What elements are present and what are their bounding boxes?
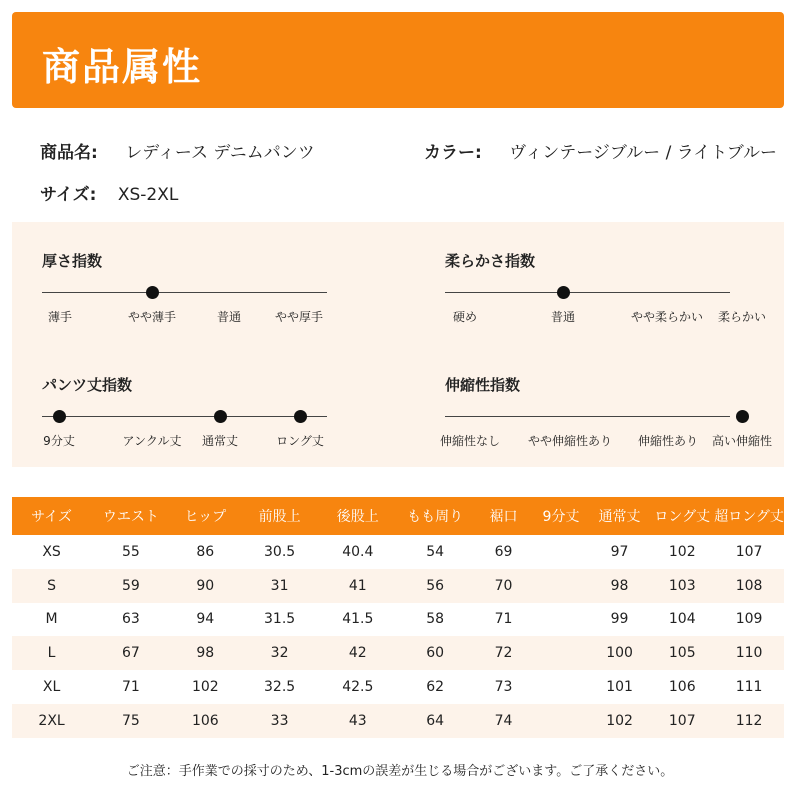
table-cell (533, 636, 589, 670)
product-name-row (40, 138, 315, 163)
table-cell: 31.5 (264, 611, 296, 628)
table-cell: 101 (606, 679, 633, 696)
table-cell: 98 (589, 569, 651, 603)
table-cell: 55 (121, 543, 140, 560)
table-cell (533, 569, 589, 603)
table-cell: 2XL (12, 704, 91, 738)
table-cell: 100 (589, 636, 651, 670)
table-cell: 104 (668, 611, 696, 628)
size-row (40, 180, 178, 205)
table-cell: 40.4 (342, 543, 374, 560)
table-cell: 71 (494, 611, 513, 628)
index-scale-label: 通常丈 (201, 434, 239, 448)
table-cell: 64 (396, 704, 474, 738)
table-cell: 42 (319, 636, 396, 670)
product-name-value: レディース デニムパンツ (125, 143, 315, 163)
index-marker-dot (736, 410, 749, 423)
table-cell: 102 (191, 679, 219, 696)
table-cell: 90 (171, 569, 240, 603)
index-marker-dot (146, 286, 159, 299)
table-cell: 72 (474, 636, 533, 670)
table-cell: 70 (474, 569, 533, 603)
table-cell: 99 (610, 611, 629, 628)
header-banner (12, 12, 784, 108)
table-cell: 62 (426, 679, 445, 696)
table-header-cell: 裾口 (474, 497, 533, 535)
index-scale-label: 9分丈 (43, 434, 75, 448)
index-scale-label: 普通 (550, 310, 576, 324)
table-cell: 75 (91, 704, 170, 738)
color-row (424, 138, 777, 163)
table-cell: 71 (121, 679, 140, 696)
index-scale-label: 伸縮性なし (439, 434, 501, 448)
table-cell: 42.5 (342, 679, 374, 696)
table-cell: 73 (494, 679, 513, 696)
table-cell: 107 (735, 543, 763, 560)
table-cell: 102 (668, 543, 696, 560)
table-cell: 30.5 (264, 543, 296, 560)
table-row (12, 636, 784, 670)
color-label: カラー: (424, 143, 482, 163)
table-cell: 105 (650, 636, 714, 670)
index-scale-label: 柔らかい (717, 310, 767, 324)
table-cell: 63 (121, 611, 140, 628)
table-cell: 33 (240, 704, 319, 738)
table-cell: 59 (91, 569, 170, 603)
index-scale-label: やや伸縮性あり (527, 434, 613, 448)
index-title: パンツ丈指数 (42, 376, 133, 394)
table-cell (533, 670, 589, 704)
index-marker-dot (557, 286, 570, 299)
index-scale-label: 普通 (216, 310, 242, 324)
table-header-cell: ロング丈 (650, 497, 714, 535)
index-marker-dot (214, 410, 227, 423)
table-header-cell: 後股上 (319, 497, 396, 535)
index-marker-dot (53, 410, 66, 423)
index-scale-label: やや薄手 (127, 310, 177, 324)
table-cell (533, 603, 589, 637)
table-cell: 54 (426, 543, 445, 560)
table-cell: 112 (714, 704, 784, 738)
table-cell: L (12, 636, 91, 670)
size-table (12, 497, 784, 738)
table-cell: 106 (171, 704, 240, 738)
table-cell: 94 (196, 611, 215, 628)
table-cell: XL (42, 679, 61, 696)
table-cell: 110 (714, 636, 784, 670)
table-cell: 111 (735, 679, 763, 696)
table-header-cell: ウエスト (91, 497, 170, 535)
table-cell: 32.5 (264, 679, 296, 696)
index-title: 伸縮性指数 (445, 376, 521, 394)
table-cell: 108 (714, 569, 784, 603)
table-header-cell: ヒップ (171, 497, 240, 535)
index-panel (12, 222, 784, 467)
table-cell: 31 (240, 569, 319, 603)
size-label: サイズ: (40, 185, 97, 205)
index-scale-label: 硬め (452, 310, 478, 324)
table-cell: 107 (650, 704, 714, 738)
index-scale-line (42, 292, 327, 293)
product-name-label: 商品名: (40, 143, 98, 163)
table-cell: 97 (610, 543, 629, 560)
table-header-cell: サイズ (12, 497, 91, 535)
index-scale-label: アンクル丈 (122, 434, 182, 448)
table-cell: 41 (319, 569, 396, 603)
table-cell: 43 (319, 704, 396, 738)
index-scale-label: やや厚手 (274, 310, 324, 324)
index-scale-label: 高い伸縮性 (711, 434, 773, 448)
table-row (12, 569, 784, 603)
index-scale-label: 伸縮性あり (637, 434, 699, 448)
table-cell: 60 (396, 636, 474, 670)
table-cell: 98 (171, 636, 240, 670)
table-cell: 67 (91, 636, 170, 670)
table-cell: 86 (196, 543, 215, 560)
table-cell: 106 (668, 679, 696, 696)
table-cell: XS (42, 543, 61, 560)
table-cell: 102 (589, 704, 651, 738)
table-cell: 32 (240, 636, 319, 670)
index-title: 厚さ指数 (42, 252, 103, 270)
size-value: XS-2XL (117, 185, 179, 205)
index-marker-dot (294, 410, 307, 423)
table-row (12, 670, 784, 704)
table-header-cell: 超ロング丈 (714, 497, 784, 535)
table-cell (533, 704, 589, 738)
measurement-note: ご注意：手作業での採寸のため、1-3cmの誤差が生じる場合がございます。ご了承ください。 (126, 764, 674, 779)
table-header-cell: 前股上 (240, 497, 319, 535)
color-value: ヴィンテージブルー / ライトブルー (509, 143, 778, 163)
index-scale-line (445, 416, 730, 417)
table-row (12, 704, 784, 738)
index-scale-line (445, 292, 730, 293)
table-row (12, 535, 784, 569)
index-scale-label: やや柔らかい (630, 310, 704, 324)
table-header-row (12, 497, 784, 535)
table-cell: 56 (396, 569, 474, 603)
table-cell: M (45, 611, 58, 628)
index-scale-label: 薄手 (47, 310, 73, 324)
table-cell: 103 (650, 569, 714, 603)
table-header-cell: もも周り (396, 497, 474, 535)
index-title: 柔らかさ指数 (445, 252, 536, 270)
table-cell: 74 (474, 704, 533, 738)
table-cell: 41.5 (342, 611, 374, 628)
table-header-cell: 通常丈 (589, 497, 651, 535)
table-cell: 109 (735, 611, 763, 628)
page-title: 商品属性 (42, 45, 203, 89)
index-scale-line (42, 416, 327, 417)
table-cell (533, 535, 589, 569)
table-cell: 69 (494, 543, 513, 560)
table-row (12, 603, 784, 637)
table-cell: S (12, 569, 91, 603)
index-scale-label: ロング丈 (276, 434, 324, 448)
table-cell: 58 (426, 611, 445, 628)
table-header-cell: 9分丈 (533, 497, 589, 535)
